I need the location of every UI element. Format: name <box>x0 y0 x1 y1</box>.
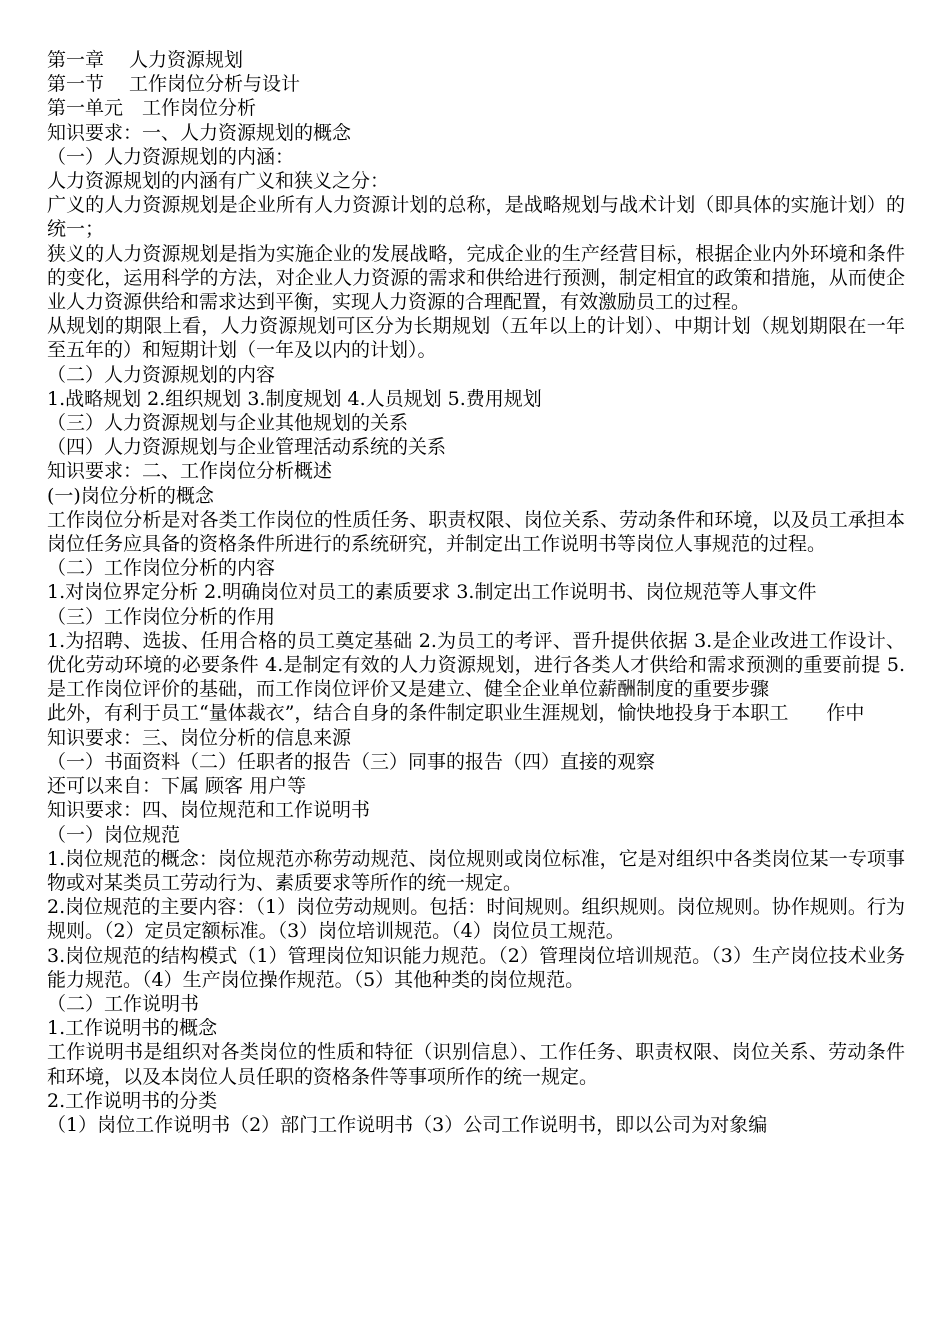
knowledge-heading: 知识要求：四、岗位规范和工作说明书 <box>47 799 371 822</box>
paragraph: 1.对岗位界定分析 2.明确岗位对员工的素质要求 3.制定出工作说明书、岗位规范等人事文件 <box>47 581 817 604</box>
paragraph: 1.战略规划 2.组织规划 3.制度规划 4.人员规划 5.费用规划 <box>47 387 542 410</box>
subheading: （二）工作岗位分析的内容 <box>47 557 276 580</box>
paragraph: 工作岗位分析是对各类工作岗位的性质任务、职责权限、岗位关系、劳动条件和环境，以及员工承担本岗位任务应具备的资格条件所进行的系统研究，并制定出工作说明书等岗位人事规范的过程。 <box>47 508 905 556</box>
chapter-title: 第一章 人力资源规划 <box>47 49 244 71</box>
subheading: （二）人力资源规划的内容 <box>47 363 276 386</box>
paragraph: 此外，有利于员工“量体裁衣”，结合自身的条件制定职业生涯规划，愉快地投身于本职工 作中 <box>47 702 865 725</box>
subheading: （二）工作说明书 <box>47 992 200 1015</box>
subheading: 2.工作说明书的分类 <box>47 1089 218 1112</box>
paragraph: 3.岗位规范的结构模式（1）管理岗位知识能力规范。（2）管理岗位培训规范。（3）生产岗位技术业务能力规范。（4）生产岗位操作规范。（5）其他种类的岗位规范。 <box>47 944 905 991</box>
paragraph: 从规划的期限上看，人力资源规划可区分为长期规划（五年以上的计划）、中期计划（规划期限在一年至五年的）和短期计划（一年及以内的计划）。 <box>47 315 905 362</box>
paragraph: 还可以来自：下属 顾客 用户等 <box>47 775 307 798</box>
paragraph: （一）书面资料（二）任职者的报告（三）同事的报告（四）直接的观察 <box>47 750 656 773</box>
paragraph: 2.岗位规范的主要内容：（1）岗位劳动规则。包括：时间规则。组织规则。岗位规则。协作规则。行为规则。（2）定员定额标准。（3）岗位培训规范。（4）岗位员工规范。 <box>47 896 905 943</box>
unit-title: 第一单元 工作岗位分析 <box>47 97 257 120</box>
subheading: （三）人力资源规划与企业其他规划的关系 <box>47 412 409 435</box>
subheading: （一）人力资源规划的内涵： <box>47 145 295 168</box>
section-title: 第一节 工作岗位分析与设计 <box>47 73 301 96</box>
subheading: （一）岗位规范 <box>47 823 181 846</box>
paragraph: 狭义的人力资源规划是指为实施企业的发展战略，完成企业的生产经营目标，根据企业内外环境和条件的变化，运用科学的方法，对企业人力资源的需求和供给进行预测，制定相宜的政策和措施，从而使企业人力资源供给和需求达到平衡，实现人力资源的合理配置，有效激励员工的过程。 <box>47 242 905 314</box>
paragraph: （1）岗位工作说明书（2）部门工作说明书（3）公司工作说明书，即以公司为对象编 <box>47 1113 768 1136</box>
subheading: (一)岗位分析的概念 <box>47 484 214 507</box>
document-page <box>47 48 905 1137</box>
subheading: （三）工作岗位分析的作用 <box>47 605 276 628</box>
knowledge-heading: 知识要求：三、岗位分析的信息来源 <box>47 726 352 749</box>
subheading: 1.工作说明书的概念 <box>47 1017 218 1040</box>
paragraph: 人力资源规划的内涵有广义和狭义之分： <box>47 170 390 193</box>
knowledge-heading: 知识要求：一、人力资源规划的概念 <box>47 121 352 144</box>
paragraph: 1.岗位规范的概念：岗位规范亦称劳动规范、岗位规则或岗位标准，它是对组织中各类岗位某一专项事物或对某类员工劳动行为、素质要求等所作的统一规定。 <box>47 847 905 894</box>
paragraph: 工作说明书是组织对各类岗位的性质和特征（识别信息）、工作任务、职责权限、岗位关系、劳动条件和环境，以及本岗位人员任职的资格条件等事项所作的统一规定。 <box>47 1041 905 1088</box>
paragraph: 广义的人力资源规划是企业所有人力资源计划的总称，是战略规划与战术计划（即具体的实施计划）的统一； <box>47 194 905 241</box>
knowledge-heading: 知识要求：二、工作岗位分析概述 <box>47 460 333 483</box>
subheading: （四）人力资源规划与企业管理活动系统的关系 <box>47 436 447 459</box>
paragraph: 1.为招聘、选拔、任用合格的员工奠定基础 2.为员工的考评、晋升提供依据 3.是企业改进工作设计、优化劳动环境的必要条件 4.是制定有效的人力资源规划，进行各类人才供给和需求预测的重要前提 5.是工作岗位评价的基础，而工作岗位评价又是建立、健全企业单位薪酬制度的重要步骤 <box>47 629 905 701</box>
